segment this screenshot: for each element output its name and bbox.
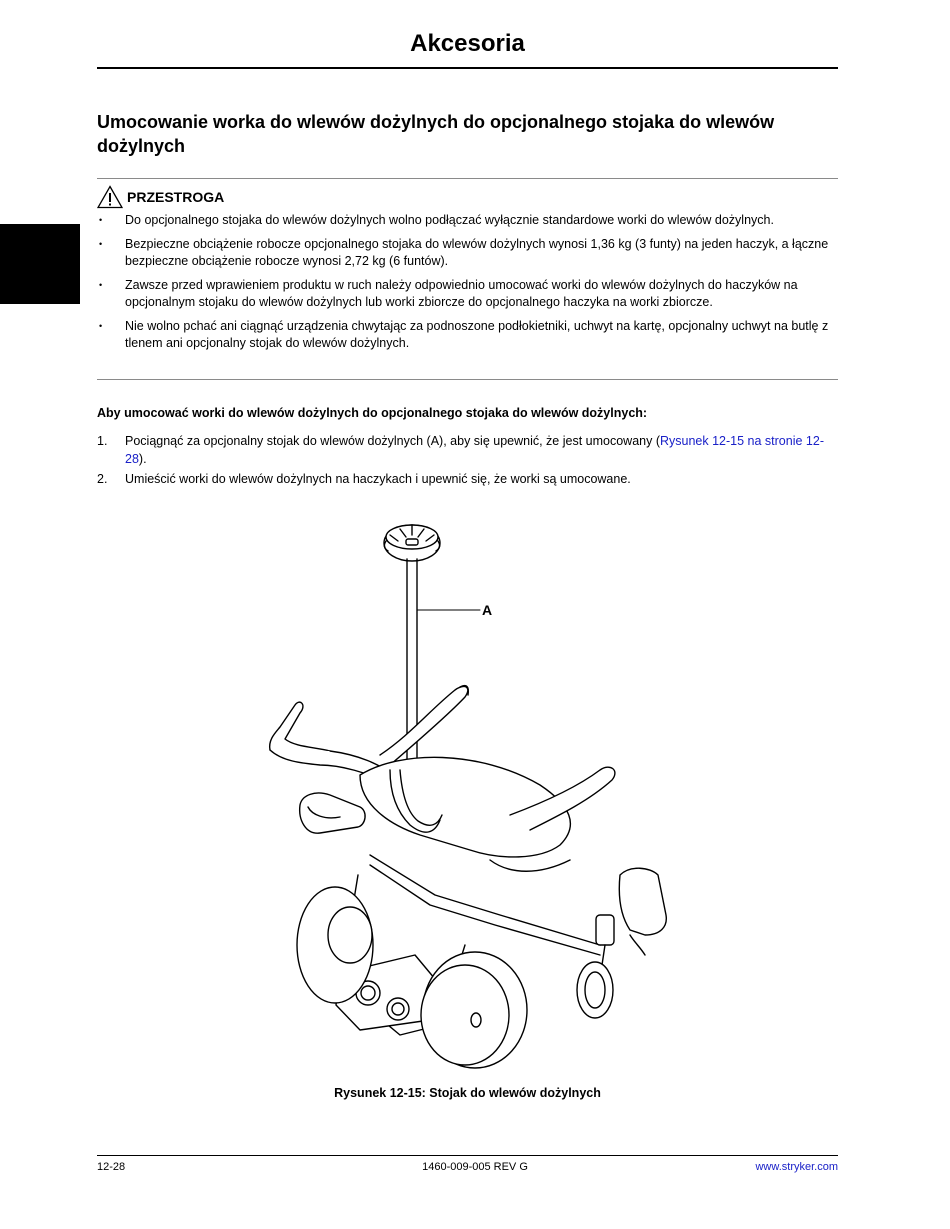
- procedure-step: [97, 433, 842, 468]
- caution-item: • Nie wolno pchać ani ciągnąć urządzenia chwytając za podnoszone podłokietniki, uchwyt na kartę, opcjonalny uchwyt na butlę z tlenem ani opcjonalny stojak do wlewów dożylnych.: [97, 318, 842, 353]
- iv-hook-head: [384, 525, 440, 561]
- procedure-heading: Aby umocować worki do wlewów dożylnych do opcjonalnego stojaka do wlewów dożylnych:: [97, 406, 648, 420]
- caution-header: [97, 185, 224, 209]
- step-number: 2.: [97, 472, 108, 486]
- step-text: Pociągnąć za opcjonalny stojak do wlewów dożylnych (A), aby się upewnić, że jest umocowany (: [125, 434, 660, 448]
- figure-link[interactable]: Rysunek 12-15 na stronie 12-28: [125, 434, 824, 466]
- section-title: Umocowanie worka do wlewów dożylnych do opcjonalnego stojaka do wlewów dożylnych: [97, 112, 775, 156]
- callout-label-a: A: [482, 602, 493, 618]
- chapter-side-tab: [0, 224, 80, 304]
- back-handle: [380, 686, 468, 765]
- chapter-title: Akcesoria: [410, 30, 525, 57]
- procedure-steps: [97, 433, 842, 492]
- left-wheel: [297, 887, 373, 1003]
- caution-bottom-rule: [97, 379, 838, 380]
- website-link[interactable]: www.stryker.com: [755, 1161, 838, 1173]
- step-text-end: ).: [138, 451, 147, 466]
- procedure-step: [97, 471, 842, 489]
- caution-item: • Bezpieczne obciążenie robocze opcjonalnego stojaka do wlewów dożylnych wynosi 1,36 kg (3 funty) na jeden haczyk, a łączne bezpieczne obciążenie robocze wynosi 2,72 kg (6 funtów).: [97, 236, 842, 271]
- warning-triangle-icon: [97, 185, 123, 209]
- page-number: 12-28: [97, 1161, 126, 1173]
- caution-top-rule: [97, 178, 838, 179]
- caution-item: • Do opcjonalnego stojaka do wlewów dożylnych wolno podłączać wyłącznie standardowe worki do wlewów dożylnych.: [97, 212, 842, 230]
- chart-holder: [300, 793, 365, 833]
- figure-caption: Rysunek 12-15: Stojak do wlewów dożylnych: [334, 1086, 601, 1100]
- iv-pole-illustration: [240, 515, 700, 1075]
- step-text: Umieścić worki do wlewów dożylnych na haczykach i upewnić się, że worki są umocowane.: [125, 472, 631, 486]
- footer-rule: [97, 1155, 838, 1156]
- caution-item: • Zawsze przed wprawieniem produktu w ruch należy odpowiednio umocować worki do wlewów dożylnych do haczyków na opcjonalnym stojaku do wlewów dożylnych lub worki zbiorcze do opcjonalnego haczyka na worki zbiorcze.: [97, 277, 842, 312]
- document-id: 1460-009-005 REV G: [422, 1161, 528, 1173]
- step-number: 1.: [97, 434, 108, 448]
- front-caster: [577, 915, 614, 1018]
- caution-list: [97, 212, 842, 359]
- footrest: [619, 868, 666, 955]
- caution-label: PRZESTROGA: [127, 189, 225, 205]
- header-rule: [97, 67, 838, 69]
